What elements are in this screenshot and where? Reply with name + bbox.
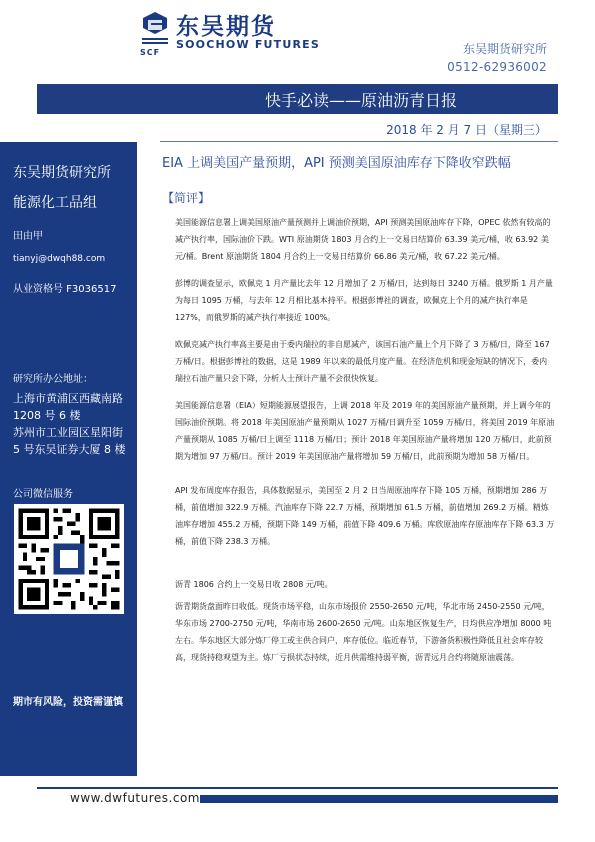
company-name-cn: 东吴期货 [176,14,276,40]
paragraph-market-overview: 美国能源信息署上调美国原油产量预测并上调油价预期，API 预测美国原油库存下降，OPEC 依然有较高的减产执行率，国际油价下跌。WTI 原油期货 1803 月合约上一交易日结算价 63.39 美元/桶，收 63.92 美元/桶。Brent 原油期货 1804 月合约上一交易日结算价 66.86 美元/桶，收 67.22 美元/桶。 [175,218,551,261]
date-divider [160,141,558,142]
footer-website-link[interactable]: www.dwfutures.com [70,791,200,805]
address-line: 上海市黄浦区西藏南路 [13,392,123,405]
sidebar-research-institute: 东吴期货研究所 [13,165,111,181]
company-logo-mark-icon [140,10,170,50]
wechat-qr-code-icon[interactable] [14,504,124,614]
footer-accent-bar [200,795,558,803]
org-name: 东吴期货研究所 [462,42,547,56]
sidebar-group: 能源化工品组 [13,195,97,211]
sidebar-certificate: 从业资格号 F3036517 [13,284,117,295]
paragraph-eia-outlook: 美国能源信息署（EIA）短期能源展望报告，上调 2018 年及 2019 年的美国原油产量预期，并上调今年的国际油价预期。将 2018 年美国原油产量预期从 1027 万桶/日调升至 1059 万桶/日，将美国 2019 年原油产量预期从 1085 万桶/日上调至 1118 万桶/日；预计 2018 年美国原油产量将增加 120 万桶/日，此前预期为增加 97 万桶/日。预计 2019 年美国原油产量将增加 59 万桶/日，此前预期为增加 58 万桶/日。 [175,401,555,461]
address-line: 1208 号 6 楼 [13,409,81,422]
company-logo [140,8,340,60]
address-line: 5 号东吴证券大厦 8 楼 [13,443,126,456]
company-mark-text: SCF [140,48,161,57]
sidebar-address [13,390,126,458]
paragraph-asphalt-close: 沥青 1806 合约上一交易日收 2808 元/吨。 [175,580,333,589]
sidebar-analyst: 田由甲 [13,231,43,242]
report-date: 2018 年 2 月 7 日（星期三） [386,123,547,137]
article-headline: EIA 上调美国产量预期，API 预测美国原油库存下降收窄跌幅 [162,156,511,171]
paragraph-bloomberg-survey: 彭博的调查显示，欧佩克 1 月产量比去年 12 月增加了 2 万桶/日，达到每日 3240 万桶。俄罗斯 1 月产量为每日 1095 万桶，与去年 12 月相比基本持平。根据彭博社的调查，欧佩克上个月的减产执行率是 127%，而俄罗斯的减产执行率接近 100%。 [175,279,553,322]
sidebar-address-title: 研究所办公地址： [13,374,93,385]
summary-label: 【简评】 [162,191,211,205]
org-phone: 0512-62936002 [447,60,547,74]
left-sidebar [0,142,137,776]
company-name-en: SOOCHOW FUTURES [176,38,321,51]
sidebar-email[interactable]: tianyj@dwqh88.com [13,254,106,264]
paragraph-api-inventory: API 发布周度库存报告，具体数据显示，美国至 2 月 2 日当周原油库存下降 105 万桶，预期增加 286 万桶，前值增加 322.9 万桶。汽油库存下降 22.7 万桶，预期增加 61.5 万桶，前值增加 269.2 万桶。精炼油库存增加 455.2 万桶，预期下降 149 万桶，前值下降 409.6 万桶。库欣原油库存原油库存下降 63.3 万桶，前值下降 238.3 万桶。 [175,486,555,546]
sidebar-wechat-label: 公司微信服务 [13,489,73,500]
paragraph-venezuela: 欧佩克减产执行率高主要是由于委内瑞拉的非自愿减产，该国石油产量上个月下降了 3 万桶/日，降至 167 万桶/日。根据彭博社的数据，这是 1989 年以来的最低月度产量。在经济危机和现金短缺的情况下，委内瑞拉石油产量只会下降，分析人士预计产量不会很快恢复。 [175,340,550,383]
report-title: 快手必读——原油沥青日报 [265,91,458,110]
footer-divider [37,787,558,789]
address-line: 苏州市工业园区星阳街 [13,426,123,439]
paragraph-asphalt-market: 沥青期货盘面昨日收低。现货市场平稳，山东市场报价 2550-2650 元/吨，华北市场 2450-2550 元/吨，华东市场 2700-2750 元/吨，华南市场 2600-2650 元/吨。山东地区恢复生产，日均供应净增加 8000 吨左右。华东地区大部分炼厂停工或主供合同户，库存低位。临近春节，下游备货积极性降低且社会库存较高，现货持稳观望为主。炼厂亏损状态持续，近月供需维持弱平衡，沥青远月合约将随原油震荡。 [175,602,552,662]
risk-warning: 期市有风险，投资需谨慎 [13,697,123,708]
